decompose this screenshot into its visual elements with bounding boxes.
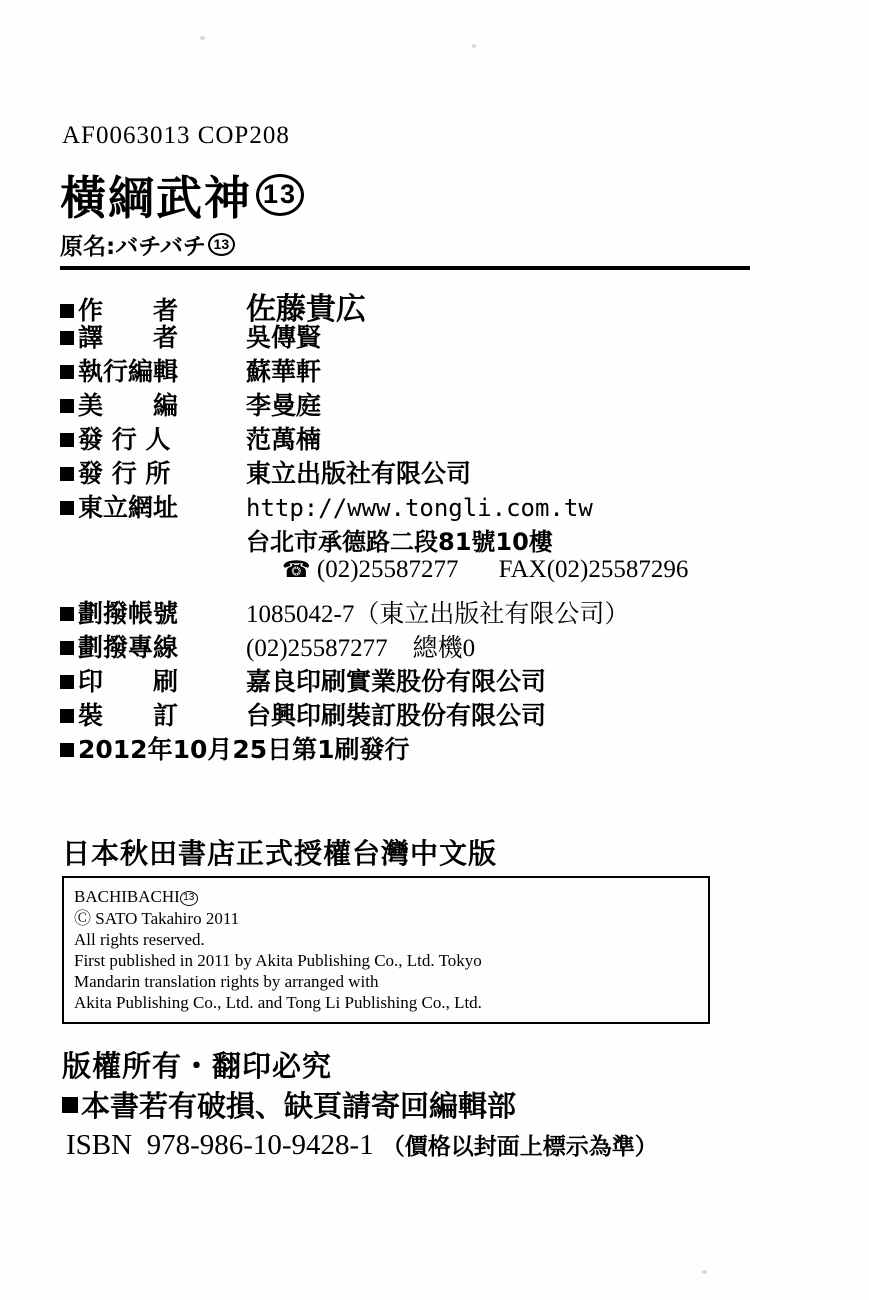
square-bullet-icon bbox=[60, 399, 74, 413]
credit-row bbox=[60, 318, 820, 352]
square-bullet-icon bbox=[60, 304, 74, 318]
square-bullet-icon bbox=[62, 1097, 78, 1113]
square-bullet-icon bbox=[60, 743, 74, 757]
copyright-first-published: First published in 2011 by Akita Publishing Co., Ltd. Tokyo bbox=[74, 951, 482, 970]
print-date-row bbox=[60, 730, 820, 766]
credit-label: 發 行 所 bbox=[78, 459, 171, 488]
credit-row bbox=[60, 420, 820, 454]
credit-row bbox=[60, 696, 820, 730]
address-row bbox=[60, 522, 820, 556]
credit-value: 范萬楠 bbox=[246, 425, 322, 454]
credit-label: 作 者 bbox=[78, 296, 179, 325]
square-bullet-icon bbox=[60, 331, 74, 345]
credit-row bbox=[60, 352, 820, 386]
fax-number: (02)25587296 bbox=[546, 556, 689, 583]
phone-row bbox=[60, 556, 820, 594]
credit-row bbox=[60, 386, 820, 420]
credit-value: 佐藤貴広 bbox=[246, 292, 366, 327]
credit-label: 東立網址 bbox=[78, 493, 179, 522]
isbn-number: 978-986-10-9428-1 bbox=[146, 1129, 374, 1161]
divider-rule bbox=[60, 266, 750, 270]
copyright-translation-2: Akita Publishing Co., Ltd. and Tong Li Publishing Co., Ltd. bbox=[74, 993, 482, 1012]
all-rights-reserved-zh: 版權所有・翻印必究 bbox=[62, 1049, 333, 1083]
title-text: 橫綱武神 bbox=[60, 171, 252, 225]
original-title-text: 原名:バチバチ bbox=[60, 234, 206, 260]
square-bullet-icon bbox=[60, 501, 74, 515]
isbn-line bbox=[66, 1128, 658, 1162]
credit-label: 裝 訂 bbox=[78, 701, 179, 730]
telephone-number: (02)25587277 bbox=[316, 556, 459, 583]
square-bullet-icon bbox=[60, 675, 74, 689]
square-bullet-icon bbox=[60, 365, 74, 379]
copyright-translation-1: Mandarin translation rights by arranged with bbox=[74, 972, 379, 991]
original-title bbox=[60, 228, 235, 261]
fax-label: FAX bbox=[498, 556, 547, 583]
paper-speck bbox=[702, 1270, 707, 1274]
damage-notice-text: 本書若有破損、缺頁請寄回編輯部 bbox=[81, 1089, 517, 1123]
copyright-rights: All rights reserved. bbox=[74, 930, 205, 949]
credits-list bbox=[60, 284, 820, 766]
credit-value: 吳傳賢 bbox=[246, 323, 322, 352]
credit-value: 1085042-7（東立出版社有限公司） bbox=[246, 601, 630, 628]
credit-label: 譯 者 bbox=[78, 323, 179, 352]
credit-row bbox=[60, 454, 820, 488]
credit-value: 蘇華軒 bbox=[246, 357, 322, 386]
isbn-label: ISBN bbox=[66, 1129, 133, 1161]
square-bullet-icon bbox=[60, 433, 74, 447]
credit-row bbox=[60, 284, 820, 327]
credit-row bbox=[60, 628, 820, 662]
paper-speck bbox=[472, 44, 476, 48]
telephone-icon: ☎ bbox=[282, 557, 311, 582]
credit-value: 東立出版社有限公司 bbox=[246, 459, 472, 488]
credit-label: 印 刷 bbox=[78, 667, 179, 696]
square-bullet-icon bbox=[60, 641, 74, 655]
credit-value: 李曼庭 bbox=[246, 391, 322, 420]
credit-value: 台興印刷裝訂股份有限公司 bbox=[246, 701, 547, 730]
square-bullet-icon bbox=[60, 607, 74, 621]
price-note: （價格以封面上標示為準） bbox=[381, 1134, 658, 1160]
credit-value: (02)25587277 總機0 bbox=[246, 635, 476, 662]
volume-badge-small: 13 bbox=[180, 891, 198, 906]
catalog-code: AF0063013 COP208 bbox=[62, 122, 290, 149]
credit-row bbox=[60, 662, 820, 696]
original-volume-badge: 13 bbox=[208, 233, 235, 256]
credit-value: 嘉良印刷實業股份有限公司 bbox=[246, 667, 547, 696]
credit-label: 發 行 人 bbox=[78, 425, 171, 454]
print-date-text: 2012年10月25日第1刷發行 bbox=[78, 735, 410, 764]
license-statement: 日本秋田書店正式授權台灣中文版 bbox=[62, 837, 498, 870]
square-bullet-icon bbox=[60, 467, 74, 481]
credit-row bbox=[60, 594, 820, 628]
volume-number-badge: 13 bbox=[256, 174, 304, 216]
address-text: 台北市承德路二段81號10樓 bbox=[246, 528, 553, 556]
square-bullet-icon bbox=[60, 709, 74, 723]
credit-label: 劃撥專線 bbox=[78, 633, 179, 662]
page-title bbox=[60, 162, 304, 228]
copyright-romaji-title: BACHIBACHI 13 bbox=[74, 886, 698, 908]
damage-notice bbox=[62, 1084, 516, 1125]
credit-label: 執行編輯 bbox=[78, 357, 179, 386]
credit-row-website bbox=[60, 488, 820, 522]
paper-speck bbox=[200, 36, 205, 40]
copyright-holder: Ⓒ SATO Takahiro 2011 bbox=[74, 909, 240, 928]
copyright-box bbox=[62, 876, 710, 1024]
credit-label: 美 編 bbox=[78, 391, 179, 420]
credit-label: 劃撥帳號 bbox=[78, 599, 179, 628]
website-url[interactable]: http://www.tongli.com.tw bbox=[246, 494, 593, 522]
